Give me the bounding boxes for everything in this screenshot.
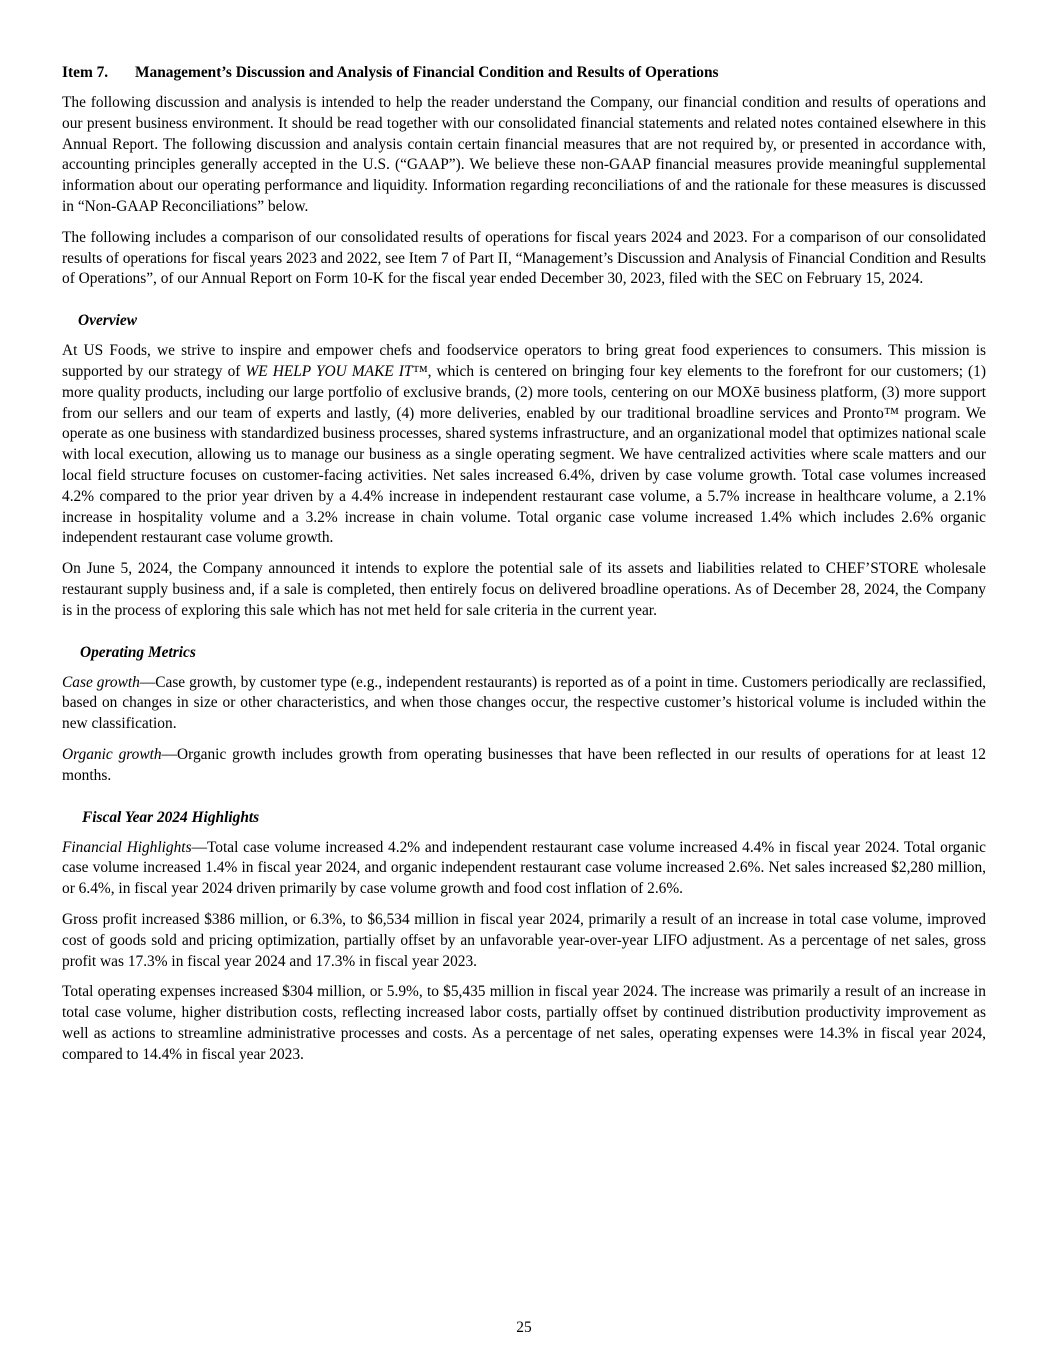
financial-highlights-paragraph xyxy=(62,838,986,900)
item-number: Item 7. xyxy=(62,64,109,81)
intro-paragraph-1: The following discussion and analysis is intended to help the reader understand the Company, our financial condition and results of operations and our present business environment. It should be read together with our consolidated financial statements and related notes contained elsewhere in this Annual Report. The following discussion and analysis contain certain financial measures that are not required by, or presented in accordance with, accounting principles generally accepted in the U.S. (“GAAP”). We believe these non-GAAP financial measures provide meaningful supplemental information about our operating performance and liquidity. Information regarding reconciliations of and the rationale for these measures is discussed in “Non-GAAP Reconciliations” below. xyxy=(62,94,986,215)
gross-profit-paragraph: Gross profit increased $386 million, or 6.3%, to $6,534 million in fiscal year 2024, primarily a result of an increase in total case volume, improved cost of goods sold and pricing optimization, partially offset by an unfavorable year-over-year LIFO adjustment. As a percentage of net sales, gross profit was 17.3% in fiscal year 2024 and 17.3% in fiscal year 2023. xyxy=(62,910,986,970)
organic-growth-text: —Organic growth includes growth from operating businesses that have been reflected in our results of operations for at least 12 months. xyxy=(62,745,986,784)
organic-growth-paragraph xyxy=(62,745,986,787)
section-heading xyxy=(62,62,986,83)
case-growth-text: —Case growth, by customer type (e.g., independent restaurants) is reported as of a point in time. Customers periodically are reclassified, based on changes in size or other characteristics, and when those changes occur, the respective customer’s historical volume is included within the new classification. xyxy=(62,673,986,733)
item-title: Management’s Discussion and Analysis of Financial Condition and Results of Operations xyxy=(135,64,719,81)
page-number: 25 xyxy=(516,1319,532,1336)
document-page xyxy=(62,62,986,1075)
financial-highlights-text: —Total case volume increased 4.2% and independent restaurant case volume increased 4.4% in fiscal year 2024. Total organic case volume increased 1.4% in fiscal year 2024, and organic independent restaurant case volume increased 2.6%. Net sales increased $2,280 million, or 6.4%, in fiscal year 2024 driven primarily by case volume growth and food cost inflation of 2.6%. xyxy=(62,838,986,898)
organic-growth-label: Organic growth xyxy=(62,745,162,763)
overview-text-b: , which is centered on bringing four key elements to the forefront for our customers; (1) more quality products, including our large portfolio of exclusive brands, (2) more tools, centering on our MOXē business platform, (3) more support from our sellers and our team of experts and lastly, (4) more deliveries, enabled by our traditional broadline services and Pronto™ program. We operate as one business with standardized business processes, shared systems infrastructure, and an organizational model that optimizes national scale with local execution, allowing us to manage our business as a single operating segment. We have centralized activities where scale matters and our local field structure focuses on customer-facing activities. Net sales increased 6.4%, driven by case volume growth. Total case volumes increased 4.2% compared to the prior year driven by a 4.4% increase in independent restaurant case volume, a 5.7% increase in healthcare volume, a 2.1% increase in hospitality volume and a 3.2% increase in chain volume. Total organic case volume increased 1.4% which includes 2.6% organic independent restaurant case volume growth. xyxy=(62,362,986,547)
overview-text-a: At US Foods, we strive to inspire and empower chefs and foodservice operators to bring great food experiences to consumers. This mission is supported by our strategy of xyxy=(62,342,986,380)
intro-paragraph-2: The following includes a comparison of our consolidated results of operations for fiscal years 2024 and 2023. For a comparison of our consolidated results of operations for fiscal years 2023 and 2022, see Item 7 of Part II, “Management’s Discussion and Analysis of Financial Condition and Results of Operations”, of our Annual Report on Form 10-K for the fiscal year ended December 30, 2023, filed with the SEC on February 15, 2024. xyxy=(62,228,986,288)
financial-highlights-label: Financial Highlights xyxy=(62,838,192,856)
overview-paragraph-2: On June 5, 2024, the Company announced it intends to explore the potential sale of its assets and liabilities related to CHEF’STORE wholesale restaurant supply business and, if a sale is completed, then entirely focus on delivered broadline operations. As of December 28, 2024, the Company is in the process of exploring this sale which has not met held for sale criteria in the current year. xyxy=(62,560,986,619)
overview-paragraph-1 xyxy=(62,341,986,549)
case-growth-paragraph xyxy=(62,673,986,735)
operating-metrics-heading: Operating Metrics xyxy=(80,643,196,661)
highlights-heading: Fiscal Year 2024 Highlights xyxy=(82,808,260,826)
operating-expenses-paragraph: Total operating expenses increased $304 million, or 5.9%, to $5,435 million in fiscal year 2024. The increase was primarily a result of an increase in total case volume, higher distribution costs, reflecting increased labor costs, partially offset by continued distribution productivity improvement as well as actions to streamline administrative processes and costs. As a percentage of net sales, operating expenses were 14.3% in fiscal year 2024, compared to 14.4% in fiscal year 2023. xyxy=(62,983,986,1063)
overview-strategy-name: WE HELP YOU MAKE IT™ xyxy=(245,362,428,380)
overview-heading: Overview xyxy=(78,312,137,330)
case-growth-label: Case growth xyxy=(62,673,140,691)
